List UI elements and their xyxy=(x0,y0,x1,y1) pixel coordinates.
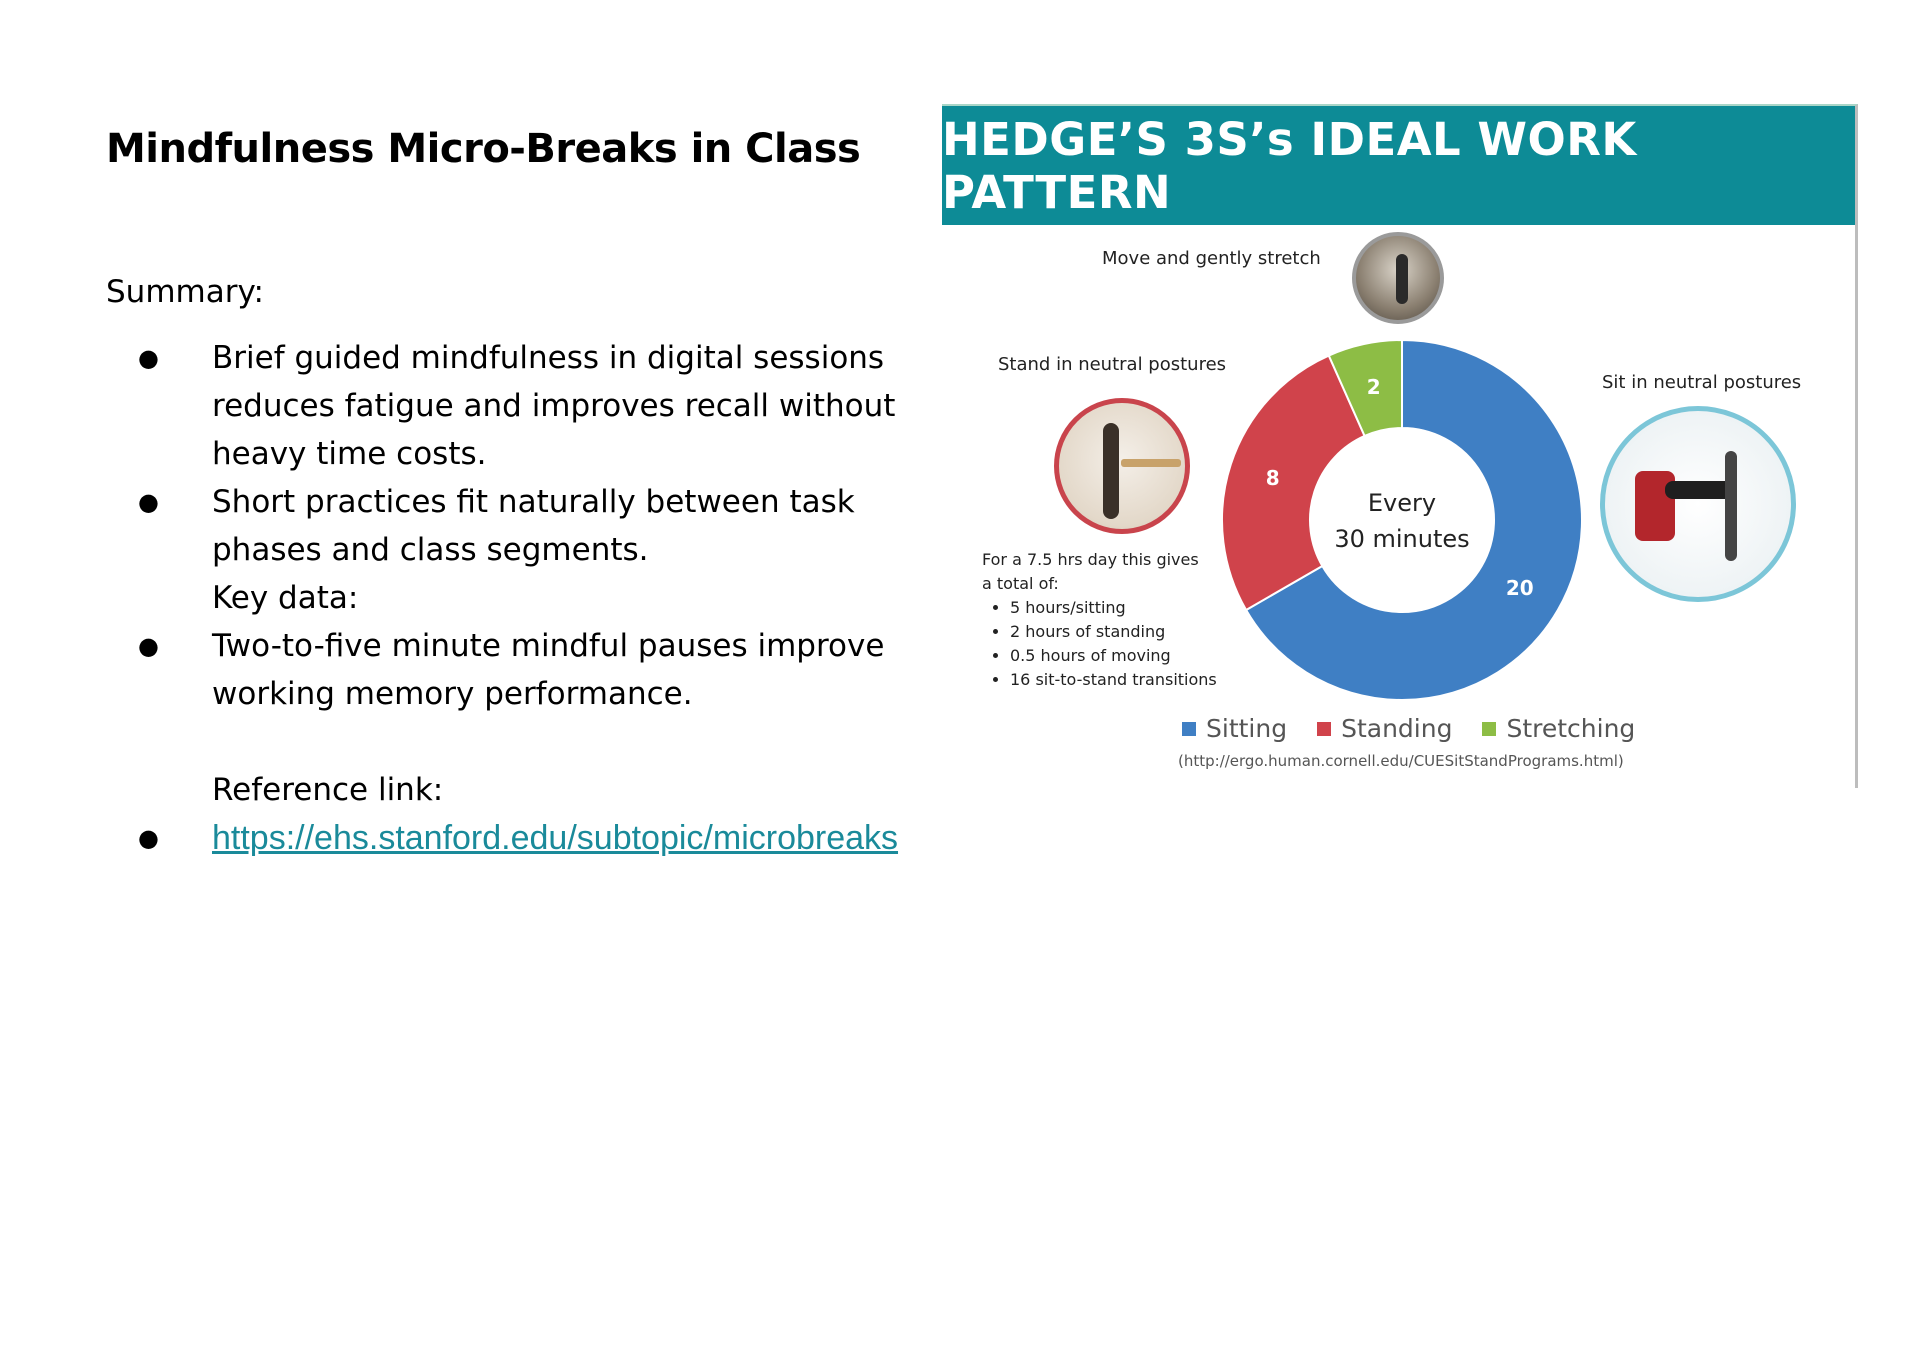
bullet-icon: ● xyxy=(138,824,159,852)
standing-photo xyxy=(1054,398,1190,534)
key-data-item-text: Two-to-five minute mindful pauses improve working memory performance. xyxy=(212,628,885,712)
legend-label: Standing xyxy=(1341,714,1453,743)
legend-item-standing xyxy=(1317,714,1452,743)
summary-item-text: Short practices fit naturally between task phases and class segments. xyxy=(212,484,855,568)
totals-block xyxy=(982,548,1222,692)
reference-link[interactable]: https://ehs.stanford.edu/subtopic/microbreaks xyxy=(212,819,899,857)
donut-chart xyxy=(1212,330,1592,710)
move-stretch-photo xyxy=(1352,232,1444,324)
center-label-line-1: Every xyxy=(1367,489,1437,517)
infographic xyxy=(942,104,1858,788)
legend-label: Sitting xyxy=(1206,714,1288,743)
label-move: Move and gently stretch xyxy=(1102,248,1321,269)
legend-swatch-stretching xyxy=(1482,722,1496,736)
page-title: Mindfulness Micro-Breaks in Class xyxy=(106,126,861,172)
bullet-icon: ● xyxy=(138,488,159,516)
desk-stand-shape xyxy=(1725,451,1737,561)
legend-swatch-sitting xyxy=(1182,722,1196,736)
list-item xyxy=(106,334,926,478)
infographic-title: HEDGE’S 3S’s IDEAL WORK PATTERN xyxy=(942,112,1637,219)
bullet-icon: ● xyxy=(138,632,159,660)
spacer xyxy=(106,718,926,766)
infographic-header xyxy=(942,106,1855,225)
totals-intro-line-1: For a 7.5 hrs day this gives xyxy=(982,550,1199,569)
document-body xyxy=(106,268,926,863)
center-label-line-2: 30 minutes xyxy=(1334,525,1470,553)
legend-item-sitting xyxy=(1182,714,1287,743)
chart-legend xyxy=(1182,714,1635,743)
donut-value-label-sitting: 20 xyxy=(1505,576,1534,600)
label-sit: Sit in neutral postures xyxy=(1602,372,1802,393)
donut-slice-standing xyxy=(1222,356,1365,610)
totals-item: • 0.5 hours of moving xyxy=(1010,644,1222,668)
donut-slices xyxy=(1222,340,1582,700)
legend-item-stretching xyxy=(1482,714,1635,743)
key-data-label: Key data: xyxy=(212,580,359,616)
totals-item: • 16 sit-to-stand transitions xyxy=(1010,668,1222,692)
legend-swatch-standing xyxy=(1317,722,1331,736)
donut-value-label-standing: 8 xyxy=(1265,465,1280,490)
list-item xyxy=(106,478,926,574)
list-item xyxy=(106,814,926,863)
sitting-photo xyxy=(1600,406,1796,602)
list-item xyxy=(106,622,926,718)
reference-label: Reference link: xyxy=(212,772,444,808)
legend-label: Stretching xyxy=(1506,714,1636,743)
totals-list xyxy=(982,596,1222,692)
donut-value-label-stretching: 2 xyxy=(1366,374,1381,399)
label-stand: Stand in neutral postures xyxy=(998,354,1227,375)
bullet-icon: ● xyxy=(138,344,159,372)
totals-item: • 5 hours/sitting xyxy=(1010,596,1222,620)
totals-item: • 2 hours of standing xyxy=(1010,620,1222,644)
source-citation: (http://ergo.human.cornell.edu/CUESitStandPrograms.html) xyxy=(1178,752,1624,770)
summary-item-text: Brief guided mindfulness in digital sessions reduces fatigue and improves recall without heavy time costs. xyxy=(212,340,896,472)
desk-shape xyxy=(1121,459,1181,467)
totals-intro-line-2: a total of: xyxy=(982,574,1059,593)
person-figure xyxy=(1103,423,1119,519)
summary-label: Summary: xyxy=(106,274,264,310)
person-figure xyxy=(1396,254,1408,304)
